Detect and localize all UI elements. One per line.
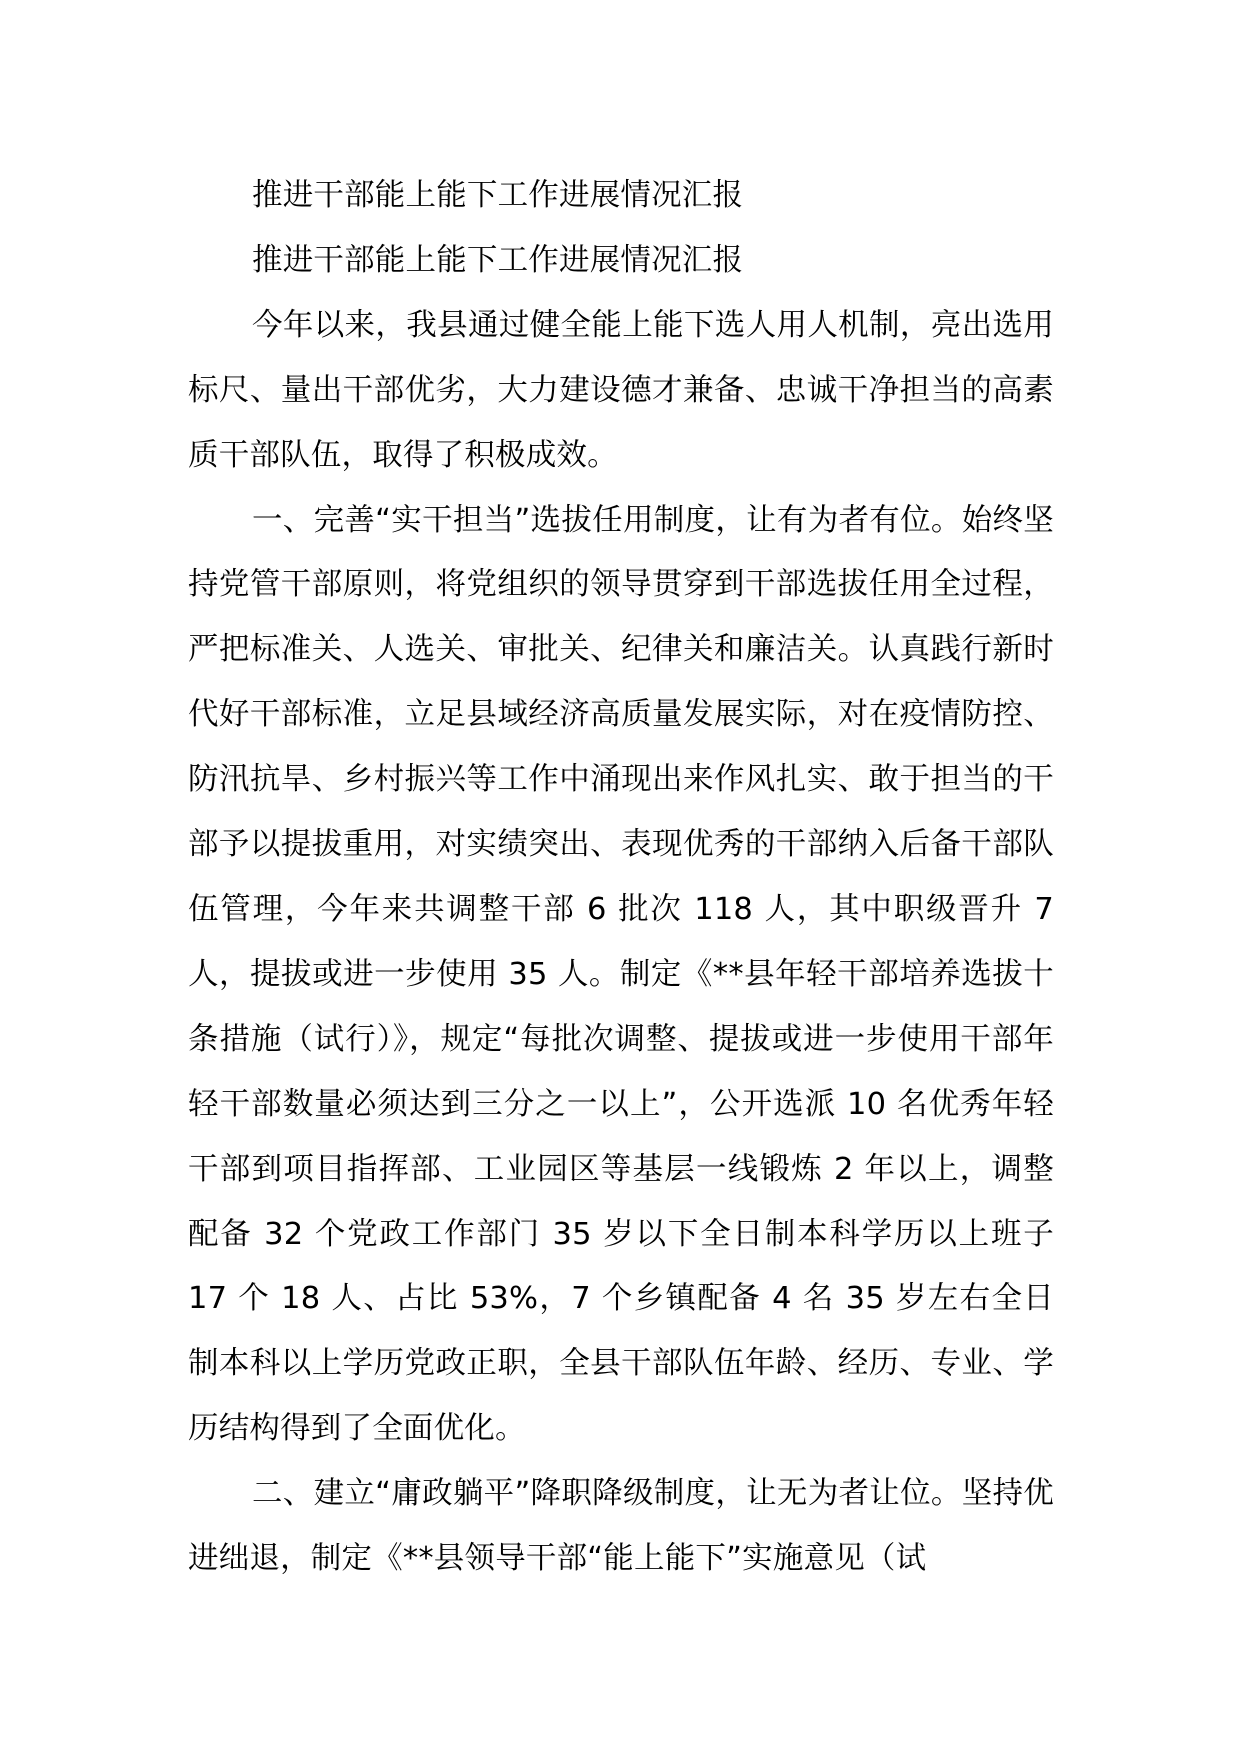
- paragraph-section-two: 二、建立“庸政躺平”降职降级制度，让无为者让位。坚持优进绌退，制定《**县领导干部“能上能下”实施意见（试: [188, 1476, 1054, 1577]
- document-subtitle: 推进干部能上能下工作进展情况汇报: [252, 242, 744, 278]
- document-body: [188, 164, 1054, 1592]
- paragraph-section-one: 一、完善“实干担当”选拔任用制度，让有为者有位。始终坚持党管干部原则，将党组织的领导贯穿到干部选拔任用全过程，严把标准关、人选关、审批关、纪律关和廉洁关。认真践行新时代好干部标准，立足县域经济高质量发展实际，对在疫情防控、防汛抗旱、乡村振兴等工作中涌现出来作风扎实、敢于担当的干部予以提拔重用，对实绩突出、表现优秀的干部纳入后备干部队伍管理，今年来共调整干部 6 批次 118 人，其中职级晋升 7 人，提拔或进一步使用 35 人。制定《**县年轻干部培养选拔十条措施（试行）》，规定“每批次调整、提拔或进一步使用干部年轻干部数量必须达到三分之一以上”，公开选派 10 名优秀年轻干部到项目指挥部、工业园区等基层一线锻炼 2 年以上，调整配备 32 个党政工作部门 35 岁以下全日制本科学历以上班子 17 个 18 人、占比 53%，7 个乡镇配备 4 名 35 岁左右全日制本科以上学历党政正职，全县干部队伍年龄、经历、专业、学历结构得到了全面优化。: [188, 502, 1054, 1447]
- document-title: 推进干部能上能下工作进展情况汇报: [252, 178, 744, 213]
- paragraph-intro: 今年以来，我县通过健全能上能下选人用人机制，亮出选用标尺、量出干部优劣，大力建设德才兼备、忠诚干净担当的高素质干部队伍，取得了积极成效。: [188, 307, 1054, 473]
